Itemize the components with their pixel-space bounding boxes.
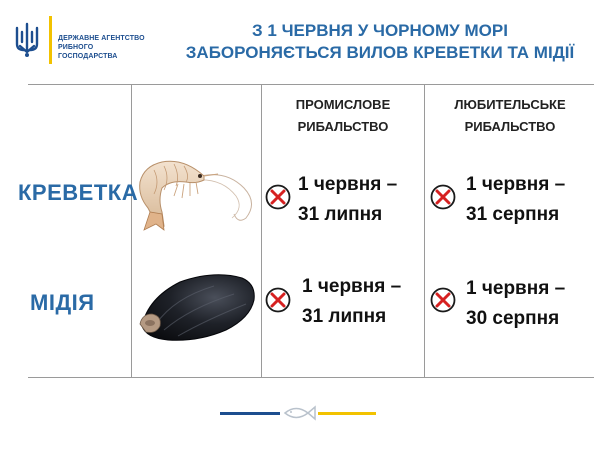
mussel-image <box>134 268 260 346</box>
period-shrimp-amateur-end: 31 серпня <box>466 204 560 225</box>
page-title <box>170 20 590 64</box>
column-header-amateur-line2: РИБАЛЬСТВО <box>464 119 556 134</box>
column-header-amateur-line1: ЛЮБИТЕЛЬСЬКЕ <box>454 97 566 112</box>
shrimp-image <box>134 148 258 234</box>
row-label-mussel: МІДІЯ <box>30 290 95 315</box>
period-mussel-industrial-end: 31 липня <box>302 306 387 327</box>
column-header-industrial-line2: РИБАЛЬСТВО <box>297 119 389 134</box>
column-header-industrial-line1: ПРОМИСЛОВЕ <box>295 97 391 112</box>
row-label-shrimp: КРЕВЕТКА <box>18 180 139 205</box>
period-shrimp-industrial <box>298 170 397 230</box>
trident-icon <box>14 22 40 58</box>
period-mussel-amateur-end: 30 серпня <box>466 308 560 329</box>
ban-icon <box>265 184 291 210</box>
table-top-border <box>28 84 594 85</box>
footer-blue-line <box>220 412 280 415</box>
period-mussel-amateur-start: 1 червня – <box>466 278 566 299</box>
period-shrimp-industrial-end: 31 липня <box>298 204 383 225</box>
column-header-amateur <box>425 94 595 138</box>
column-header-industrial <box>262 94 424 138</box>
title-line1: З 1 ЧЕРВНЯ У ЧОРНОМУ МОРІ <box>252 21 508 40</box>
period-shrimp-amateur-start: 1 червня – <box>466 174 566 195</box>
title-line2: ЗАБОРОНЯЄТЬСЯ ВИЛОВ КРЕВЕТКИ ТА МІДІЇ <box>185 43 575 62</box>
period-mussel-industrial <box>302 272 401 332</box>
agency-logo <box>14 16 154 66</box>
agency-name-line1: ДЕРЖАВНЕ АГЕНТСТВО <box>58 35 145 42</box>
ban-icon <box>430 184 456 210</box>
agency-name-line2: РИБНОГО ГОСПОДАРСТВА <box>58 44 118 60</box>
column-divider-1 <box>131 84 132 378</box>
ban-icon <box>265 287 291 313</box>
footer-yellow-line <box>318 412 376 415</box>
period-mussel-industrial-start: 1 червня – <box>302 276 402 297</box>
period-shrimp-amateur <box>466 170 565 230</box>
period-mussel-amateur <box>466 274 565 334</box>
period-shrimp-industrial-start: 1 червня – <box>298 174 398 195</box>
agency-name <box>58 34 154 61</box>
logo-divider <box>49 16 52 64</box>
table-bottom-border <box>28 377 594 378</box>
ban-icon <box>430 287 456 313</box>
fish-icon <box>282 403 316 423</box>
